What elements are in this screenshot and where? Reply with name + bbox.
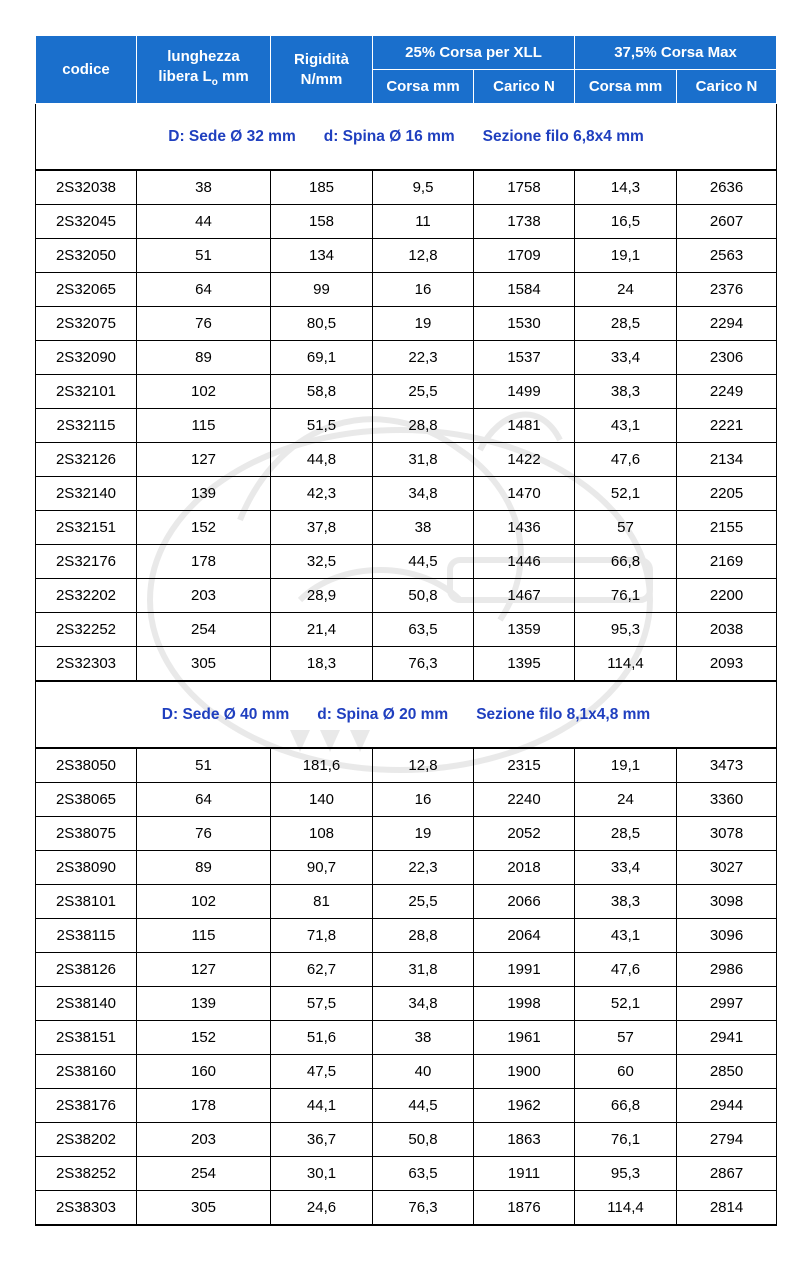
table-row xyxy=(36,919,777,953)
table-cell: 99 xyxy=(271,273,373,307)
header-rigidita-line2: N/mm xyxy=(300,70,343,88)
table-cell: 33,4 xyxy=(575,851,677,885)
table-row xyxy=(36,307,777,341)
section-header xyxy=(36,681,777,748)
table-cell: 69,1 xyxy=(271,341,373,375)
table-cell: 2205 xyxy=(677,477,777,511)
table-cell: 51 xyxy=(137,748,271,783)
table-cell: 32,5 xyxy=(271,545,373,579)
table-cell: 115 xyxy=(137,919,271,953)
table-cell: 115 xyxy=(137,409,271,443)
table-cell: 40 xyxy=(373,1055,474,1089)
header-lunghezza-line1: lunghezza xyxy=(167,47,240,65)
table-cell: 31,8 xyxy=(373,443,474,477)
table-cell: 24,6 xyxy=(271,1191,373,1226)
table-cell: 2S32151 xyxy=(36,511,137,545)
table-cell: 178 xyxy=(137,1089,271,1123)
table-row xyxy=(36,647,777,682)
section-spina: d: Spina Ø 16 mm xyxy=(323,127,455,145)
table-cell: 44,1 xyxy=(271,1089,373,1123)
table-cell: 28,9 xyxy=(271,579,373,613)
table-row xyxy=(36,579,777,613)
table-cell: 1738 xyxy=(474,205,575,239)
table-cell: 2S38075 xyxy=(36,817,137,851)
table-row xyxy=(36,477,777,511)
table-cell: 2093 xyxy=(677,647,777,682)
section-header xyxy=(36,104,777,171)
table-cell: 152 xyxy=(137,511,271,545)
table-cell: 38 xyxy=(373,1021,474,1055)
table-cell: 38 xyxy=(137,170,271,205)
table-cell: 28,8 xyxy=(373,919,474,953)
header-carico-25: Carico N xyxy=(474,70,575,104)
table-cell: 127 xyxy=(137,953,271,987)
table-row xyxy=(36,443,777,477)
table-cell: 38 xyxy=(373,511,474,545)
table-cell: 2S32075 xyxy=(36,307,137,341)
table-row xyxy=(36,987,777,1021)
table-cell: 2S32140 xyxy=(36,477,137,511)
table-cell: 64 xyxy=(137,783,271,817)
header-rigidita xyxy=(271,36,373,104)
table-cell: 25,5 xyxy=(373,375,474,409)
table-cell: 58,8 xyxy=(271,375,373,409)
table-cell: 2S38202 xyxy=(36,1123,137,1157)
table-cell: 16 xyxy=(373,783,474,817)
table-cell: 2S38090 xyxy=(36,851,137,885)
table-cell: 51,5 xyxy=(271,409,373,443)
table-cell: 2376 xyxy=(677,273,777,307)
table-cell: 2986 xyxy=(677,953,777,987)
table-cell: 2169 xyxy=(677,545,777,579)
table-row xyxy=(36,375,777,409)
table-cell: 158 xyxy=(271,205,373,239)
table-cell: 181,6 xyxy=(271,748,373,783)
table-cell: 1876 xyxy=(474,1191,575,1226)
table-cell: 25,5 xyxy=(373,885,474,919)
table-cell: 2S32038 xyxy=(36,170,137,205)
table-cell: 34,8 xyxy=(373,477,474,511)
header-group-37: 37,5% Corsa Max xyxy=(575,36,777,70)
table-cell: 1530 xyxy=(474,307,575,341)
table-cell: 139 xyxy=(137,987,271,1021)
header-group-25: 25% Corsa per XLL xyxy=(373,36,575,70)
table-cell: 1991 xyxy=(474,953,575,987)
header-carico-37: Carico N xyxy=(677,70,777,104)
table-cell: 1395 xyxy=(474,647,575,682)
table-cell: 2S38115 xyxy=(36,919,137,953)
table-row xyxy=(36,273,777,307)
table-cell: 3027 xyxy=(677,851,777,885)
table-cell: 51,6 xyxy=(271,1021,373,1055)
table-row xyxy=(36,341,777,375)
table-cell: 2064 xyxy=(474,919,575,953)
table-cell: 50,8 xyxy=(373,579,474,613)
table-cell: 62,7 xyxy=(271,953,373,987)
table-cell: 33,4 xyxy=(575,341,677,375)
table-row xyxy=(36,1157,777,1191)
table-cell: 76 xyxy=(137,307,271,341)
table-cell: 57,5 xyxy=(271,987,373,1021)
section-sezione: Sezione filo 8,1x4,8 mm xyxy=(476,705,651,723)
table-cell: 305 xyxy=(137,1191,271,1226)
table-cell: 89 xyxy=(137,341,271,375)
table-cell: 28,5 xyxy=(575,307,677,341)
table-cell: 16 xyxy=(373,273,474,307)
table-cell: 2S38126 xyxy=(36,953,137,987)
table-cell: 36,7 xyxy=(271,1123,373,1157)
table-cell: 2S38252 xyxy=(36,1157,137,1191)
table-cell: 2S38050 xyxy=(36,748,137,783)
table-cell: 114,4 xyxy=(575,647,677,682)
table-cell: 1467 xyxy=(474,579,575,613)
table-cell: 22,3 xyxy=(373,851,474,885)
table-row xyxy=(36,613,777,647)
table-row xyxy=(36,885,777,919)
table-cell: 2636 xyxy=(677,170,777,205)
table-cell: 305 xyxy=(137,647,271,682)
table-cell: 63,5 xyxy=(373,613,474,647)
table-cell: 76,1 xyxy=(575,579,677,613)
table-cell: 254 xyxy=(137,1157,271,1191)
table-cell: 2018 xyxy=(474,851,575,885)
table-cell: 2563 xyxy=(677,239,777,273)
table-cell: 1911 xyxy=(474,1157,575,1191)
table-cell: 47,6 xyxy=(575,443,677,477)
table-cell: 2S32065 xyxy=(36,273,137,307)
table-cell: 160 xyxy=(137,1055,271,1089)
table-cell: 44,5 xyxy=(373,1089,474,1123)
table-cell: 3096 xyxy=(677,919,777,953)
table-row xyxy=(36,748,777,783)
table-cell: 1359 xyxy=(474,613,575,647)
table-cell: 3078 xyxy=(677,817,777,851)
table-row xyxy=(36,239,777,273)
table-cell: 22,3 xyxy=(373,341,474,375)
table-cell: 24 xyxy=(575,273,677,307)
table-cell: 1998 xyxy=(474,987,575,1021)
table-cell: 203 xyxy=(137,1123,271,1157)
table-cell: 95,3 xyxy=(575,1157,677,1191)
table-cell: 90,7 xyxy=(271,851,373,885)
table-cell: 76,1 xyxy=(575,1123,677,1157)
table-cell: 60 xyxy=(575,1055,677,1089)
table-cell: 44,5 xyxy=(373,545,474,579)
table-row xyxy=(36,851,777,885)
table-cell: 2S32303 xyxy=(36,647,137,682)
table-cell: 37,8 xyxy=(271,511,373,545)
table-cell: 1422 xyxy=(474,443,575,477)
table-cell: 139 xyxy=(137,477,271,511)
table-cell: 1436 xyxy=(474,511,575,545)
table-cell: 11 xyxy=(373,205,474,239)
table-cell: 80,5 xyxy=(271,307,373,341)
table-cell: 1584 xyxy=(474,273,575,307)
table-cell: 81 xyxy=(271,885,373,919)
table-cell: 2315 xyxy=(474,748,575,783)
table-cell: 2240 xyxy=(474,783,575,817)
table-cell: 1758 xyxy=(474,170,575,205)
table-cell: 140 xyxy=(271,783,373,817)
table-cell: 2S38176 xyxy=(36,1089,137,1123)
table-cell: 178 xyxy=(137,545,271,579)
table-cell: 2S32176 xyxy=(36,545,137,579)
header-lunghezza xyxy=(137,36,271,104)
table-cell: 28,8 xyxy=(373,409,474,443)
table-cell: 66,8 xyxy=(575,545,677,579)
table-cell: 2306 xyxy=(677,341,777,375)
section-sede: D: Sede Ø 40 mm xyxy=(161,705,290,723)
table-cell: 38,3 xyxy=(575,885,677,919)
table-cell: 44,8 xyxy=(271,443,373,477)
table-cell: 52,1 xyxy=(575,477,677,511)
table-cell: 2S32090 xyxy=(36,341,137,375)
table-cell: 50,8 xyxy=(373,1123,474,1157)
table-cell: 57 xyxy=(575,511,677,545)
table-cell: 16,5 xyxy=(575,205,677,239)
table-cell: 2S38065 xyxy=(36,783,137,817)
header-lunghezza-line2-pre: libera L xyxy=(158,67,212,85)
table-cell: 203 xyxy=(137,579,271,613)
table-cell: 9,5 xyxy=(373,170,474,205)
table-cell: 19 xyxy=(373,307,474,341)
table-cell: 19,1 xyxy=(575,239,677,273)
table-cell: 2S32252 xyxy=(36,613,137,647)
header-codice: codice xyxy=(36,36,137,104)
section-header-row xyxy=(36,681,777,748)
table-cell: 2941 xyxy=(677,1021,777,1055)
table-cell: 14,3 xyxy=(575,170,677,205)
table-cell: 28,5 xyxy=(575,817,677,851)
table-cell: 47,5 xyxy=(271,1055,373,1089)
table-cell: 47,6 xyxy=(575,953,677,987)
table-cell: 2038 xyxy=(677,613,777,647)
table-cell: 30,1 xyxy=(271,1157,373,1191)
table-cell: 89 xyxy=(137,851,271,885)
table-cell: 2221 xyxy=(677,409,777,443)
table-cell: 127 xyxy=(137,443,271,477)
table-row xyxy=(36,511,777,545)
table-cell: 1709 xyxy=(474,239,575,273)
table-cell: 76,3 xyxy=(373,647,474,682)
table-cell: 2134 xyxy=(677,443,777,477)
table-cell: 42,3 xyxy=(271,477,373,511)
table-cell: 12,8 xyxy=(373,748,474,783)
table-row xyxy=(36,205,777,239)
table-cell: 2294 xyxy=(677,307,777,341)
table-cell: 1499 xyxy=(474,375,575,409)
table-row xyxy=(36,1191,777,1226)
table-cell: 1446 xyxy=(474,545,575,579)
table-cell: 2607 xyxy=(677,205,777,239)
section-sezione: Sezione filo 6,8x4 mm xyxy=(482,127,644,145)
table-cell: 19 xyxy=(373,817,474,851)
table-cell: 2S32126 xyxy=(36,443,137,477)
table-cell: 43,1 xyxy=(575,409,677,443)
table-cell: 3098 xyxy=(677,885,777,919)
table-cell: 38,3 xyxy=(575,375,677,409)
table-cell: 44 xyxy=(137,205,271,239)
table-cell: 2S32202 xyxy=(36,579,137,613)
table-cell: 76 xyxy=(137,817,271,851)
table-cell: 2S38140 xyxy=(36,987,137,1021)
section-header-row xyxy=(36,104,777,171)
section-sede: D: Sede Ø 32 mm xyxy=(168,127,296,145)
table-row xyxy=(36,170,777,205)
header-rigidita-line1: Rigidità xyxy=(294,50,349,68)
table-cell: 64 xyxy=(137,273,271,307)
header-lunghezza-line2-post: mm xyxy=(217,67,249,85)
table-cell: 2249 xyxy=(677,375,777,409)
table-row xyxy=(36,817,777,851)
table-cell: 1470 xyxy=(474,477,575,511)
table-cell: 185 xyxy=(271,170,373,205)
table-cell: 254 xyxy=(137,613,271,647)
table-cell: 2S38160 xyxy=(36,1055,137,1089)
table-cell: 76,3 xyxy=(373,1191,474,1226)
table-cell: 95,3 xyxy=(575,613,677,647)
section-spina: d: Spina Ø 20 mm xyxy=(317,705,449,723)
table-cell: 102 xyxy=(137,375,271,409)
table-row xyxy=(36,783,777,817)
table-cell: 66,8 xyxy=(575,1089,677,1123)
table-cell: 2794 xyxy=(677,1123,777,1157)
table-row xyxy=(36,1021,777,1055)
table-body xyxy=(36,104,777,1226)
table-header xyxy=(36,36,777,104)
table-row xyxy=(36,1089,777,1123)
table-cell: 31,8 xyxy=(373,953,474,987)
table-row xyxy=(36,409,777,443)
table-cell: 52,1 xyxy=(575,987,677,1021)
table-cell: 2850 xyxy=(677,1055,777,1089)
table-row xyxy=(36,1123,777,1157)
header-corsa-25: Corsa mm xyxy=(373,70,474,104)
table-cell: 1961 xyxy=(474,1021,575,1055)
table-row xyxy=(36,545,777,579)
table-cell: 12,8 xyxy=(373,239,474,273)
table-cell: 2200 xyxy=(677,579,777,613)
table-cell: 114,4 xyxy=(575,1191,677,1226)
table-cell: 102 xyxy=(137,885,271,919)
table-cell: 2S38303 xyxy=(36,1191,137,1226)
table-cell: 43,1 xyxy=(575,919,677,953)
table-cell: 2944 xyxy=(677,1089,777,1123)
table-cell: 3360 xyxy=(677,783,777,817)
table-cell: 2S38151 xyxy=(36,1021,137,1055)
table-cell: 18,3 xyxy=(271,647,373,682)
table-cell: 51 xyxy=(137,239,271,273)
table-cell: 2S32045 xyxy=(36,205,137,239)
table-cell: 57 xyxy=(575,1021,677,1055)
table-cell: 2S32115 xyxy=(36,409,137,443)
table-cell: 19,1 xyxy=(575,748,677,783)
table-row xyxy=(36,1055,777,1089)
table-row xyxy=(36,953,777,987)
table-cell: 63,5 xyxy=(373,1157,474,1191)
table-cell: 108 xyxy=(271,817,373,851)
table-cell: 1537 xyxy=(474,341,575,375)
table-cell: 2S32050 xyxy=(36,239,137,273)
table-cell: 2S32101 xyxy=(36,375,137,409)
table-cell: 134 xyxy=(271,239,373,273)
table-cell: 2814 xyxy=(677,1191,777,1226)
table-cell: 21,4 xyxy=(271,613,373,647)
table-cell: 2867 xyxy=(677,1157,777,1191)
table-cell: 1863 xyxy=(474,1123,575,1157)
table-cell: 34,8 xyxy=(373,987,474,1021)
table-cell: 2S38101 xyxy=(36,885,137,919)
table-cell: 1481 xyxy=(474,409,575,443)
table-cell: 2052 xyxy=(474,817,575,851)
table-cell: 2155 xyxy=(677,511,777,545)
header-corsa-37: Corsa mm xyxy=(575,70,677,104)
spring-data-table xyxy=(35,35,777,1226)
table-cell: 2997 xyxy=(677,987,777,1021)
table-cell: 24 xyxy=(575,783,677,817)
table-cell: 1900 xyxy=(474,1055,575,1089)
table-cell: 71,8 xyxy=(271,919,373,953)
table-cell: 2066 xyxy=(474,885,575,919)
table-cell: 1962 xyxy=(474,1089,575,1123)
table-cell: 152 xyxy=(137,1021,271,1055)
header-lunghezza-sub: o xyxy=(211,76,218,88)
table-cell: 3473 xyxy=(677,748,777,783)
